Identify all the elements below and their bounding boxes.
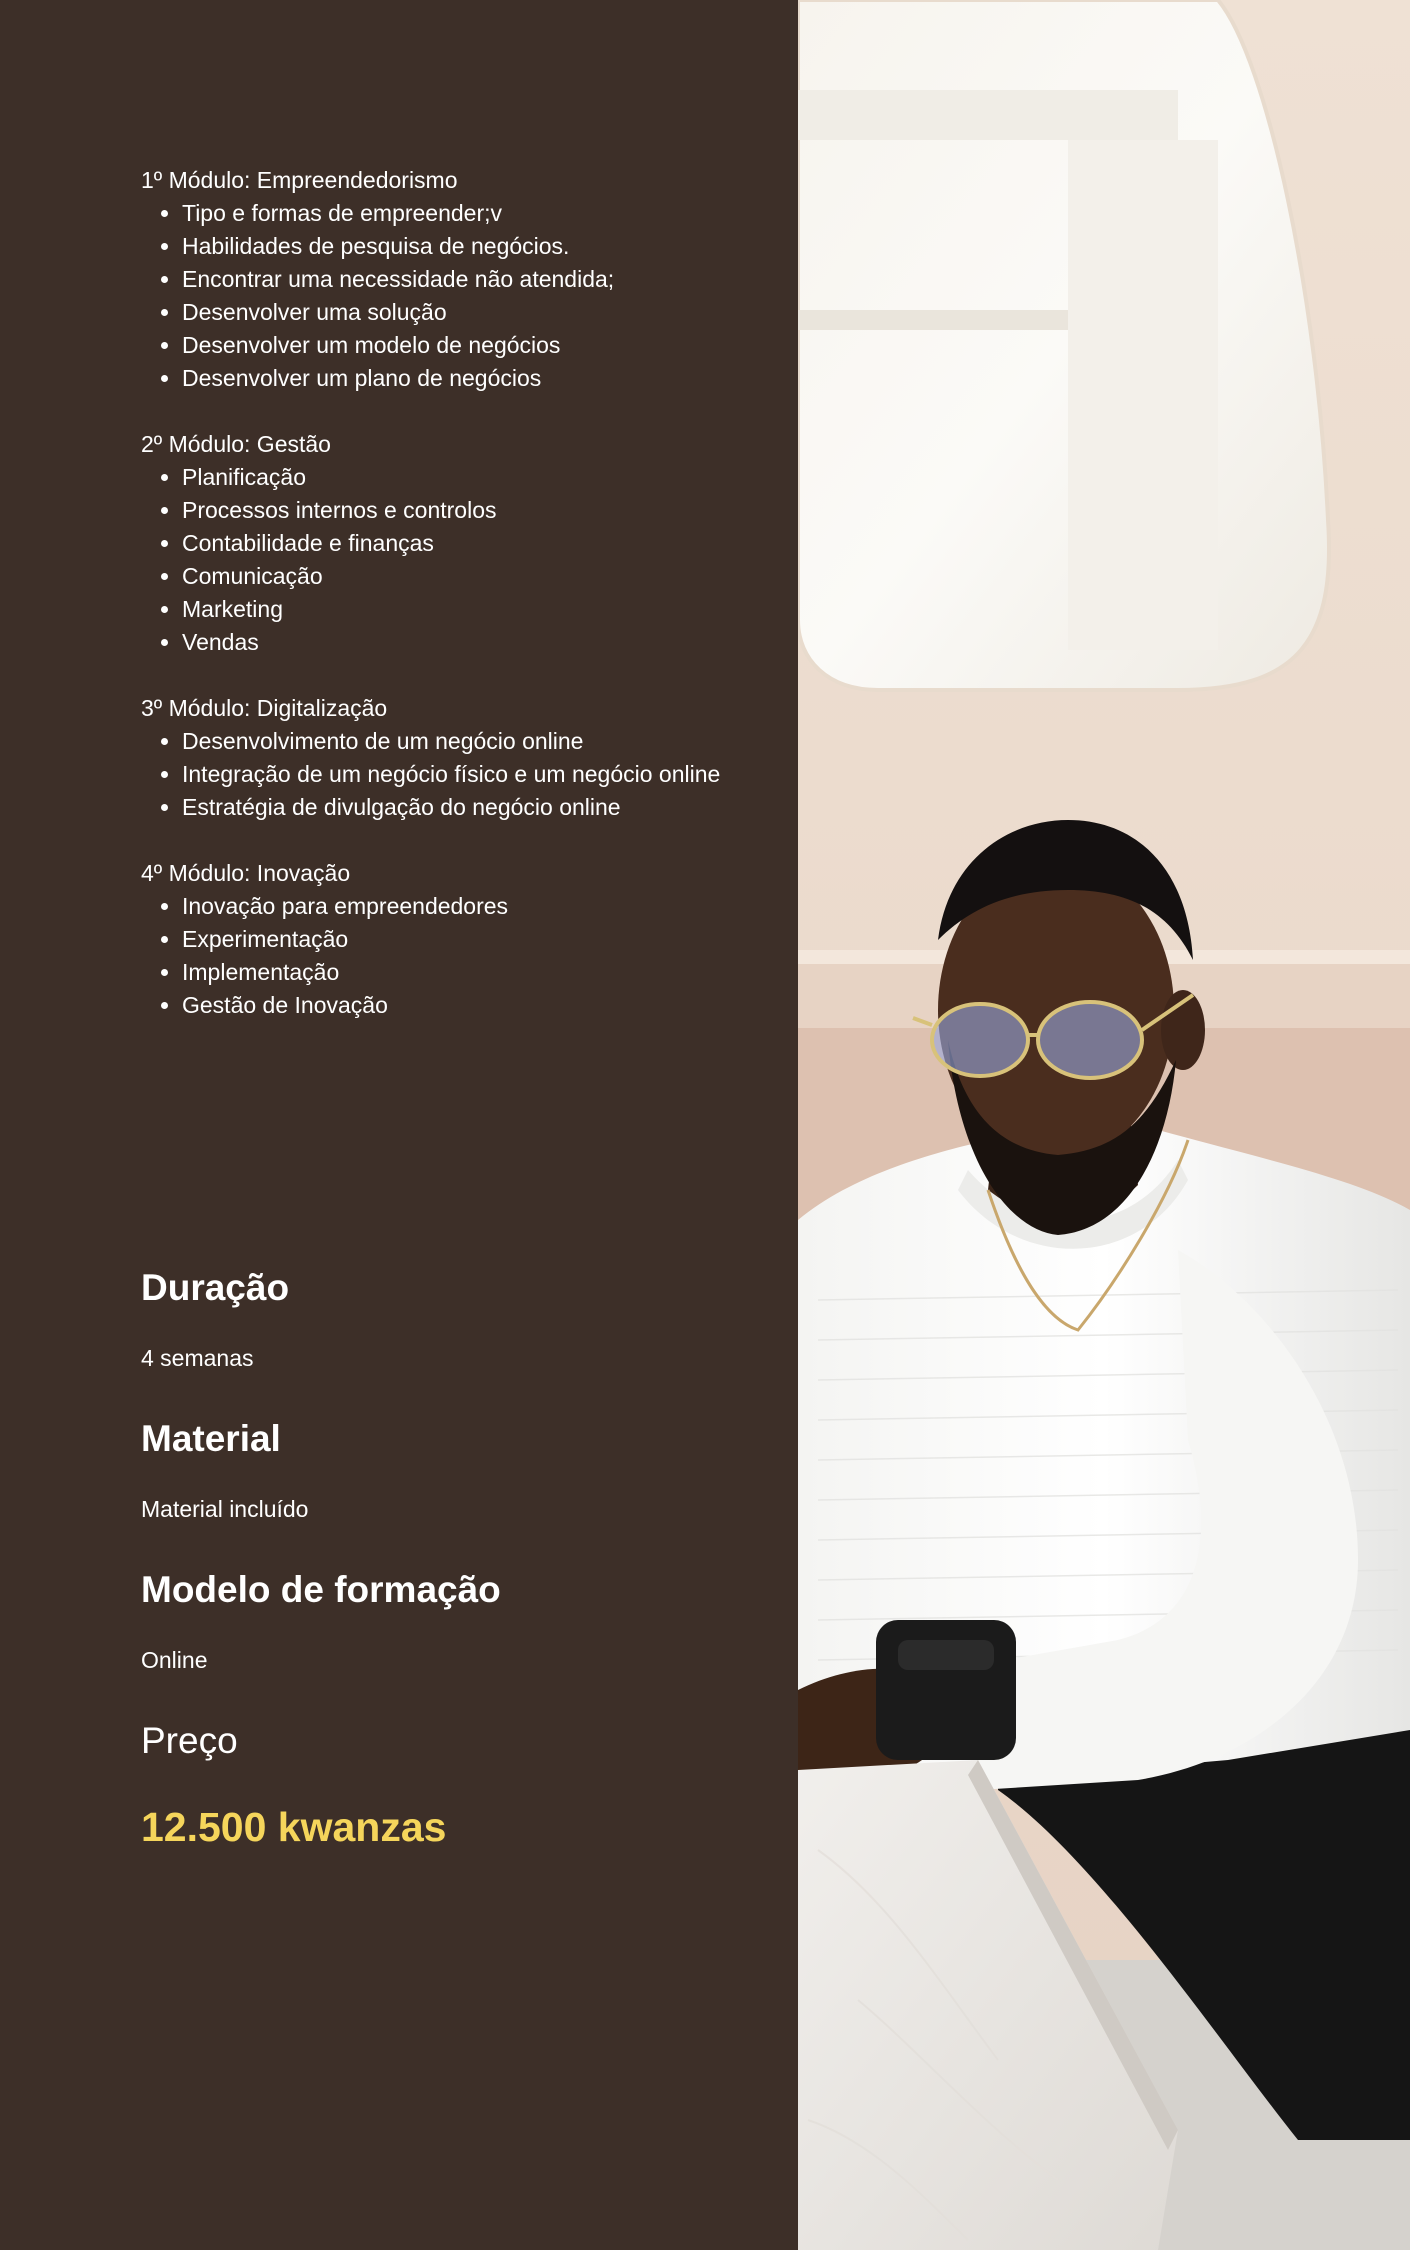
module-topic: • Vendas: [182, 626, 781, 659]
module-title: 4º Módulo: Inovação: [141, 860, 351, 886]
module-1: [141, 164, 781, 395]
module-topic: • Integração de um negócio físico e um negócio online: [182, 758, 781, 791]
module-topic: • Implementação: [182, 956, 781, 989]
module-topic-list: [141, 197, 781, 395]
price-value: 12.500 kwanzas: [141, 1804, 447, 1850]
module-topic: • Desenvolvimento de um negócio online: [182, 725, 781, 758]
module-title: 2º Módulo: Gestão: [141, 431, 331, 457]
module-topic: • Desenvolver um plano de negócios: [182, 362, 781, 395]
training-model-value: Online: [141, 1647, 208, 1673]
module-topic: • Contabilidade e finanças: [182, 527, 781, 560]
module-topic: • Encontrar uma necessidade não atendida;: [182, 263, 781, 296]
module-topic: • Inovação para empreendedores: [182, 890, 781, 923]
module-title: 1º Módulo: Empreendedorismo: [141, 167, 458, 193]
module-topic: • Planificação: [182, 461, 781, 494]
module-topic: • Desenvolver um modelo de negócios: [182, 329, 781, 362]
module-topic: • Comunicação: [182, 560, 781, 593]
module-4: [141, 857, 781, 1022]
module-topic-list: [141, 725, 781, 824]
module-topic-list: [141, 461, 781, 659]
course-details: [141, 1258, 781, 1857]
price-heading: Preço: [141, 1720, 238, 1761]
duration-heading: Duração: [141, 1267, 290, 1308]
module-topic: • Gestão de Inovação: [182, 989, 781, 1022]
module-topic: • Desenvolver uma solução: [182, 296, 781, 329]
man-with-glasses-at-desk-photo: [798, 0, 1410, 2250]
training-model-heading: Modelo de formação: [141, 1569, 501, 1610]
duration-value: 4 semanas: [141, 1345, 254, 1371]
module-topic: • Processos internos e controlos: [182, 494, 781, 527]
course-modules: [141, 164, 781, 1055]
module-topic: • Habilidades de pesquisa de negócios.: [182, 230, 781, 263]
module-title: 3º Módulo: Digitalização: [141, 695, 388, 721]
module-topic: • Marketing: [182, 593, 781, 626]
module-topic-list: [141, 890, 781, 1022]
module-topic: • Estratégia de divulgação do negócio online: [182, 791, 781, 824]
module-topic: • Tipo e formas de empreender;v: [182, 197, 781, 230]
module-3: [141, 692, 781, 824]
module-topic: • Experimentação: [182, 923, 781, 956]
material-value: Material incluído: [141, 1496, 309, 1522]
module-2: [141, 428, 781, 659]
material-heading: Material: [141, 1418, 281, 1459]
